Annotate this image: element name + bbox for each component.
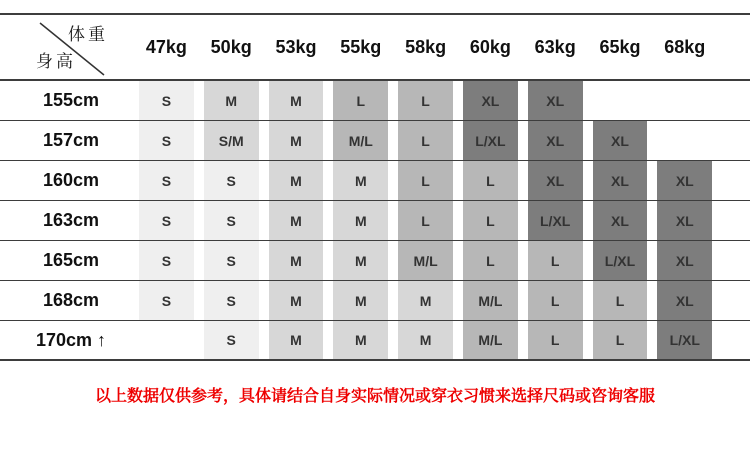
size-cell: M [333,281,388,320]
size-cell: M [269,241,324,280]
corner-cell [0,15,134,79]
size-cell: M [269,121,324,160]
size-cell: M [269,281,324,320]
table-row-163cm [0,201,750,241]
column-header-60kg: 60kg [469,36,511,57]
size-cell: S [139,241,194,280]
size-cell: S [139,201,194,240]
row-label: 160cm [42,170,100,190]
row-label: 155cm [42,90,100,110]
row-label: 168cm [42,290,100,310]
size-cell: S [139,121,194,160]
size-cell: XL [593,121,648,160]
table-row-160cm [0,161,750,201]
size-cell: L [463,161,518,200]
size-cell: M [398,321,453,359]
size-cell: L/XL [593,241,648,280]
size-cell: L [528,321,583,359]
size-cell: XL [528,121,583,160]
weight-axis-label: 体重 [68,25,108,44]
size-cell: XL [463,81,518,120]
size-cell: L [398,161,453,200]
column-header-58kg: 58kg [405,36,447,57]
size-cell: S [204,241,259,280]
size-cell: L/XL [528,201,583,240]
size-cell: L/XL [463,121,518,160]
size-cell: M [398,281,453,320]
size-cell: XL [657,281,712,320]
column-header-53kg: 53kg [275,36,317,57]
column-header-47kg: 47kg [145,36,187,57]
size-cell: S [204,281,259,320]
size-cell: L/XL [657,321,712,359]
size-cell: M [333,161,388,200]
table-row-155cm [0,81,750,121]
size-cell: S [139,281,194,320]
size-cell: L [463,201,518,240]
size-cell: M [333,241,388,280]
column-header-63kg: 63kg [534,36,576,57]
size-cell: XL [657,241,712,280]
row-label: 157cm [42,130,100,150]
footnote-text: 以上数据仅供参考，具体请结合自身实际情况或穿衣习惯来选择尺码或咨询客服 [94,388,655,405]
size-cell: M/L [463,321,518,359]
size-cell: L [463,241,518,280]
size-cell: M [333,201,388,240]
size-cell: L [398,201,453,240]
row-label: 170cm ↑ [35,329,107,350]
size-cell: L [593,321,648,359]
table-row-170cm [0,321,750,361]
table-row-165cm [0,241,750,281]
size-cell [657,81,712,120]
size-cell: XL [657,161,712,200]
size-cell: M [269,321,324,359]
size-cell: L [528,241,583,280]
size-cell [593,81,648,120]
size-cell: M [333,321,388,359]
table-row-168cm [0,281,750,321]
size-cell: M [269,201,324,240]
size-cell: S/M [204,121,259,160]
column-header-65kg: 65kg [599,36,641,57]
table-header-row [0,15,750,81]
column-header-68kg: 68kg [664,36,706,57]
size-cell: M/L [333,121,388,160]
column-header-50kg: 50kg [210,36,252,57]
size-cell: M/L [463,281,518,320]
size-cell: XL [528,81,583,120]
size-cell: XL [593,201,648,240]
size-cell: L [398,81,453,120]
table-row-157cm [0,121,750,161]
size-cell: M [204,81,259,120]
size-cell [657,121,712,160]
size-cell: L [593,281,648,320]
size-cell [139,321,194,359]
size-cell: L [528,281,583,320]
size-cell: M [269,161,324,200]
size-cell: L [333,81,388,120]
size-cell: S [204,201,259,240]
size-cell: XL [528,161,583,200]
size-cell: L [398,121,453,160]
column-header-55kg: 55kg [340,36,382,57]
size-cell: XL [593,161,648,200]
row-label: 165cm [42,250,100,270]
size-cell: S [204,321,259,359]
size-cell: M [269,81,324,120]
size-cell: S [139,161,194,200]
size-cell: S [204,161,259,200]
size-cell: XL [657,201,712,240]
size-chart-table [0,13,750,361]
size-cell: S [139,81,194,120]
height-axis-label: 身高 [36,52,76,71]
row-label: 163cm [42,210,100,230]
size-cell: M/L [398,241,453,280]
